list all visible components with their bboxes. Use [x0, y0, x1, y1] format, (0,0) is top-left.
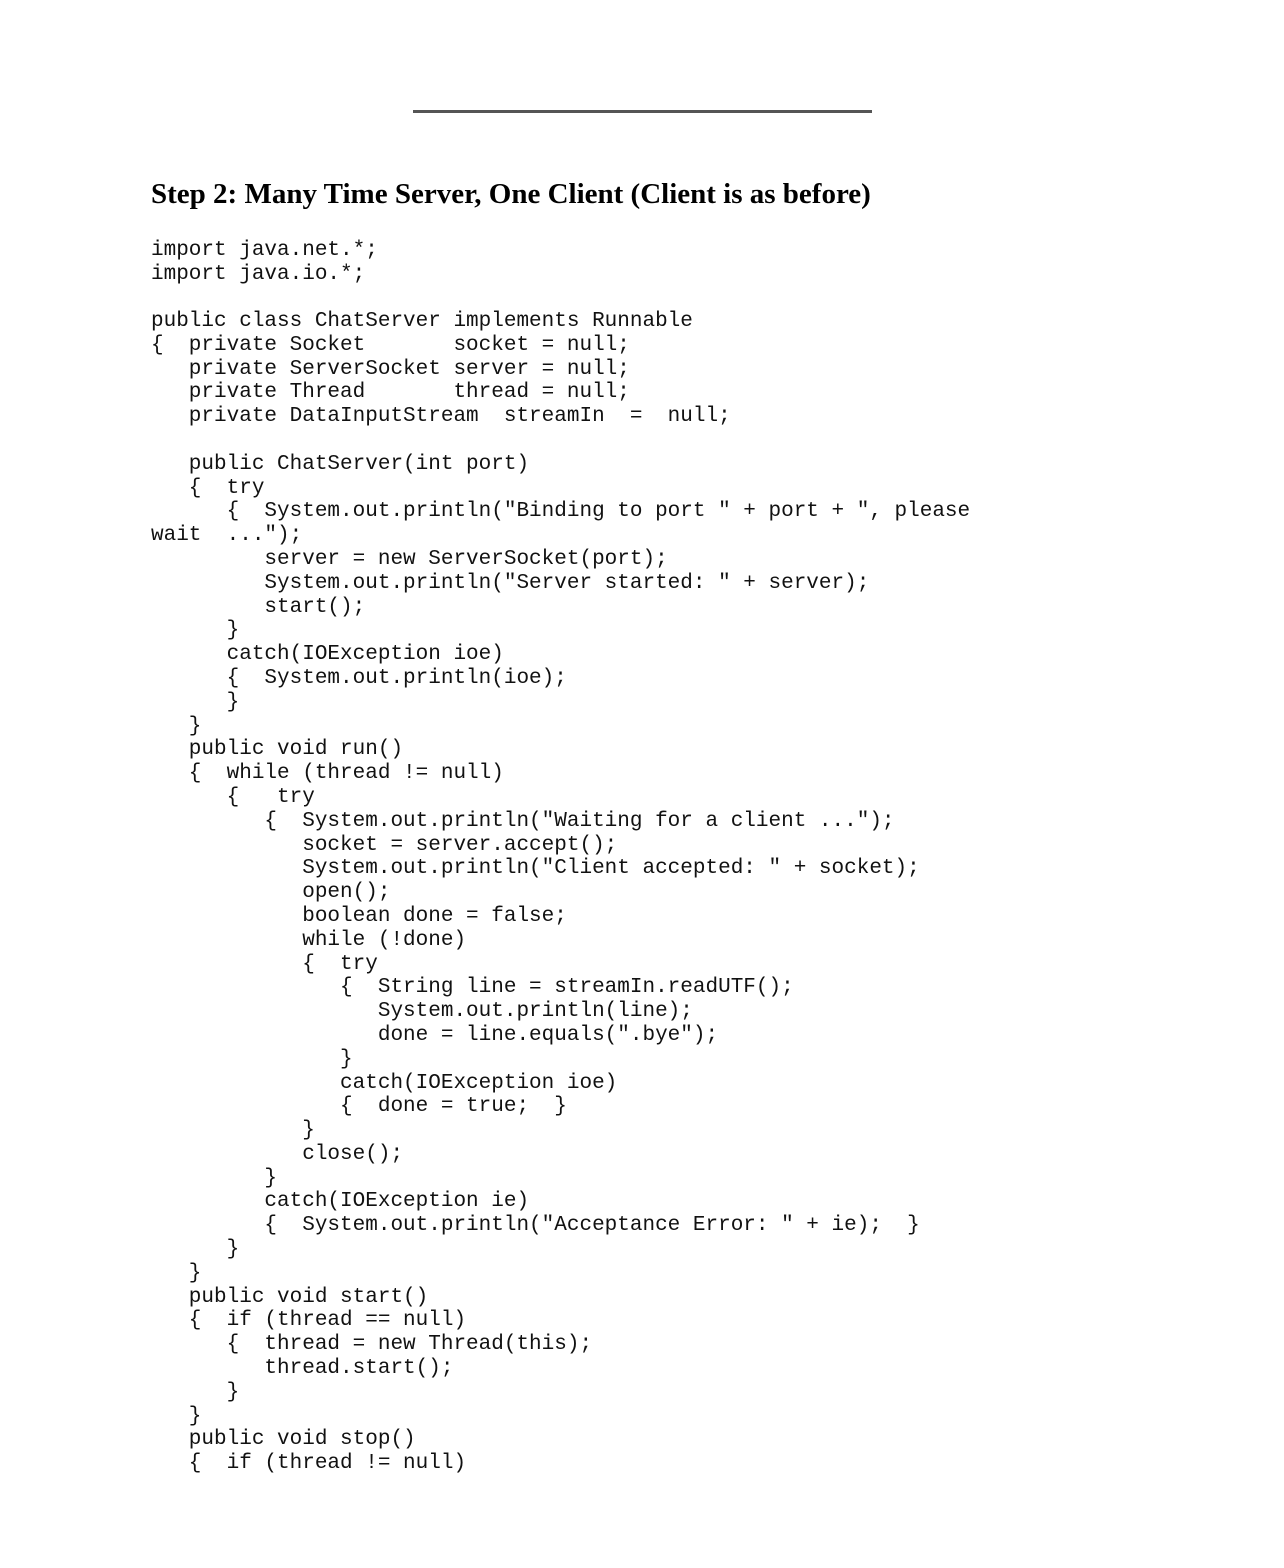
code-line: }: [151, 1261, 202, 1285]
code-line: }: [151, 1119, 315, 1143]
step-heading: Step 2: Many Time Server, One Client (Client is as before): [151, 178, 871, 210]
code-line: import java.io.*;: [151, 262, 366, 286]
code-line: { try: [151, 952, 378, 976]
code-line: System.out.println(line);: [151, 1000, 693, 1024]
code-line: System.out.println("Client accepted: " + socket);: [151, 857, 920, 881]
code-line: { try: [151, 785, 315, 809]
chatserver-code-block: [151, 310, 970, 1476]
code-line: }: [151, 1404, 202, 1428]
code-line: private Thread thread = null;: [151, 381, 630, 405]
code-line: start();: [151, 595, 366, 619]
code-line: { if (thread == null): [151, 1309, 467, 1333]
code-line: thread.start();: [151, 1357, 454, 1381]
code-line: { String line = streamIn.readUTF();: [151, 976, 794, 1000]
code-line: import java.net.*;: [151, 239, 378, 262]
code-line: { private Socket socket = null;: [151, 333, 630, 357]
code-line: private DataInputStream streamIn = null;: [151, 405, 731, 429]
code-line: { while (thread != null): [151, 762, 504, 786]
code-line: wait ...");: [151, 524, 303, 548]
code-line: public void run(): [151, 738, 404, 762]
imports-code-block: [151, 239, 378, 287]
code-line: done = line.equals(".bye");: [151, 1023, 719, 1047]
code-line: { done = true; }: [151, 1095, 567, 1119]
code-line: }: [151, 1380, 240, 1404]
code-line: System.out.println("Server started: " + server);: [151, 571, 870, 595]
code-line: open();: [151, 881, 391, 905]
code-line: { System.out.println("Acceptance Error: " + ie); }: [151, 1214, 920, 1238]
code-line: { if (thread != null): [151, 1452, 467, 1476]
code-line: }: [151, 1047, 353, 1071]
code-line: socket = server.accept();: [151, 833, 618, 857]
code-line: }: [151, 1166, 278, 1190]
code-line: server = new ServerSocket(port);: [151, 547, 668, 571]
code-line: { thread = new Thread(this);: [151, 1333, 593, 1357]
code-line: boolean done = false;: [151, 904, 567, 928]
code-line: private ServerSocket server = null;: [151, 357, 630, 381]
code-line: }: [151, 690, 240, 714]
code-line: public class ChatServer implements Runnable: [151, 310, 693, 333]
code-line: public ChatServer(int port): [151, 452, 530, 476]
code-line: }: [151, 714, 202, 738]
code-line: { System.out.println("Waiting for a client ...");: [151, 809, 895, 833]
top-horizontal-rule: [413, 110, 872, 113]
code-line: { System.out.println("Binding to port " + port + ", please: [151, 500, 971, 524]
code-line: catch(IOException ie): [151, 1190, 530, 1214]
code-line: public void start(): [151, 1285, 429, 1309]
code-line: { try: [151, 476, 265, 500]
code-line: catch(IOException ioe): [151, 643, 504, 667]
code-line: public void stop(): [151, 1428, 416, 1452]
code-line: while (!done): [151, 928, 467, 952]
code-line: { System.out.println(ioe);: [151, 666, 567, 690]
code-line: }: [151, 619, 240, 643]
code-line: close();: [151, 1142, 404, 1166]
code-line: catch(IOException ioe): [151, 1071, 618, 1095]
code-line: }: [151, 1238, 240, 1262]
